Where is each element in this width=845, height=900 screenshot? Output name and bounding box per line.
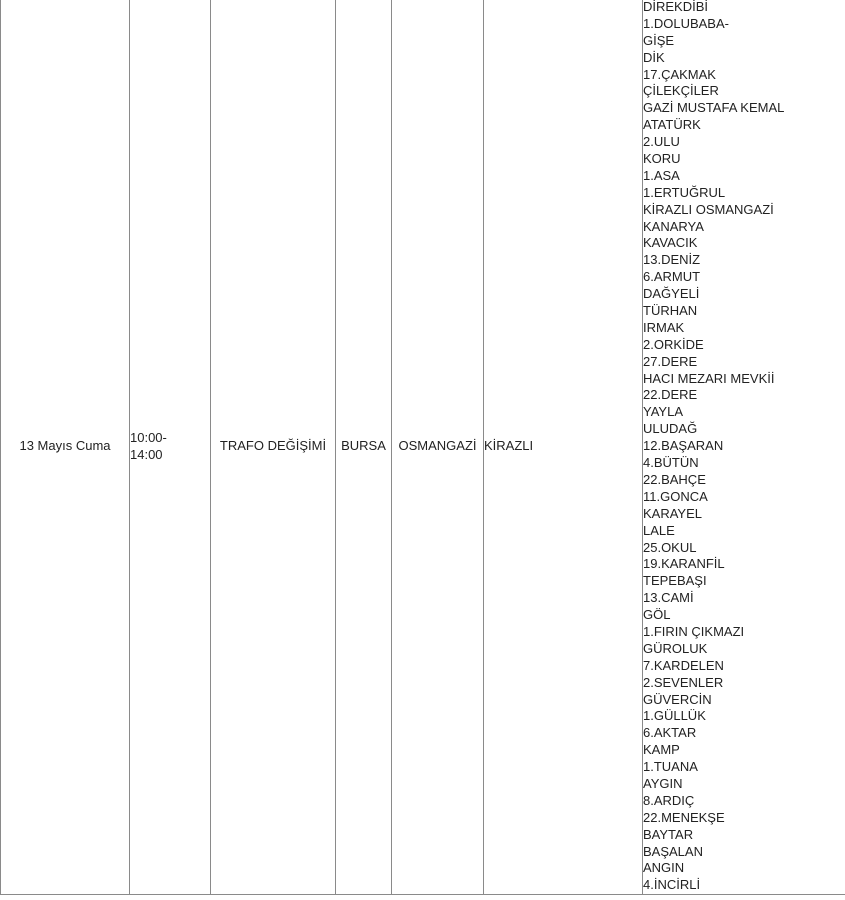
time-cell xyxy=(130,0,211,895)
street-item: GÖL xyxy=(643,607,671,623)
street-item: 8.ARDIÇ xyxy=(643,792,695,808)
street-item: 7.KARDELEN xyxy=(643,657,724,673)
work-type-cell: TRAFO DEĞİŞİMİ xyxy=(211,0,336,895)
street-item: YAYLA xyxy=(643,404,683,420)
street-item: 22.DERE xyxy=(643,387,698,403)
street-item: KARAYEL xyxy=(643,505,703,521)
street-list xyxy=(643,0,845,894)
street-item: 6.ARMUT xyxy=(643,269,701,285)
street-item: GÜROLUK xyxy=(643,640,708,656)
street-item: ULUDAĞ xyxy=(643,421,698,437)
street-item: KİRAZLI OSMANGAZİ xyxy=(643,201,774,217)
table-row xyxy=(1,0,845,895)
street-item: 1.DOLUBABA- xyxy=(643,15,729,31)
street-item: KORU xyxy=(643,151,681,167)
street-item: DİREKDİBİ xyxy=(643,0,709,14)
street-item: 1.GÜLLÜK xyxy=(643,708,706,724)
street-item: 13.CAMİ xyxy=(643,590,694,606)
street-item: 1.TUANA xyxy=(643,759,698,775)
street-item: DAĞYELİ xyxy=(643,286,700,302)
street-item: 2.ULU xyxy=(643,134,680,150)
street-item: AYGIN xyxy=(643,775,683,791)
time-start: 10:00- xyxy=(130,429,167,445)
street-item: 19.KARANFİL xyxy=(643,556,725,572)
street-item: ATATÜRK xyxy=(643,117,701,133)
street-item: GAZİ MUSTAFA KEMAL xyxy=(643,100,785,116)
street-item: 2.ORKİDE xyxy=(643,336,704,352)
street-item: KAVACIK xyxy=(643,235,698,251)
street-item: 12.BAŞARAN xyxy=(643,438,724,454)
street-item: 17.ÇAKMAK xyxy=(643,66,716,82)
street-item: 1.ERTUĞRUL xyxy=(643,184,726,200)
street-item: 4.İNCİRLİ xyxy=(643,877,701,893)
street-item: TEPEBAŞI xyxy=(643,573,707,589)
street-item: 6.AKTAR xyxy=(643,725,697,741)
street-item: 4.BÜTÜN xyxy=(643,455,699,471)
street-item: 11.GONCA xyxy=(643,488,708,504)
street-item: GİŞE xyxy=(643,32,675,48)
time-end: 14:00 xyxy=(130,446,163,462)
street-item: 22.BAHÇE xyxy=(643,471,706,487)
street-item: BAŞALAN xyxy=(643,843,703,859)
street-item: 2.SEVENLER xyxy=(643,674,724,690)
street-item: HACI MEZARI MEVKİİ xyxy=(643,370,775,386)
district-cell: OSMANGAZİ xyxy=(392,0,484,895)
city-cell: BURSA xyxy=(336,0,392,895)
street-item: GÜVERCİN xyxy=(643,691,712,707)
date-cell: 13 Mayıs Cuma xyxy=(1,0,130,895)
street-item: 25.OKUL xyxy=(643,539,697,555)
street-item: 27.DERE xyxy=(643,353,698,369)
street-item: 22.MENEKŞE xyxy=(643,809,725,825)
neighborhood-cell: KİRAZLI xyxy=(484,0,643,895)
street-item: IRMAK xyxy=(643,319,685,335)
street-item: TÜRHAN xyxy=(643,303,698,319)
street-item: DİK xyxy=(643,49,665,65)
street-item: 1.FIRIN ÇIKMAZI xyxy=(643,623,745,639)
street-item: KAMP xyxy=(643,742,680,758)
street-item: 13.DENİZ xyxy=(643,252,701,268)
street-item: ÇİLEKÇİLER xyxy=(643,83,719,99)
street-item: 1.ASA xyxy=(643,167,680,183)
street-item: BAYTAR xyxy=(643,826,694,842)
street-item: KANARYA xyxy=(643,218,704,234)
streets-cell xyxy=(643,0,845,895)
street-item: ANGIN xyxy=(643,860,685,876)
street-item: LALE xyxy=(643,522,675,538)
